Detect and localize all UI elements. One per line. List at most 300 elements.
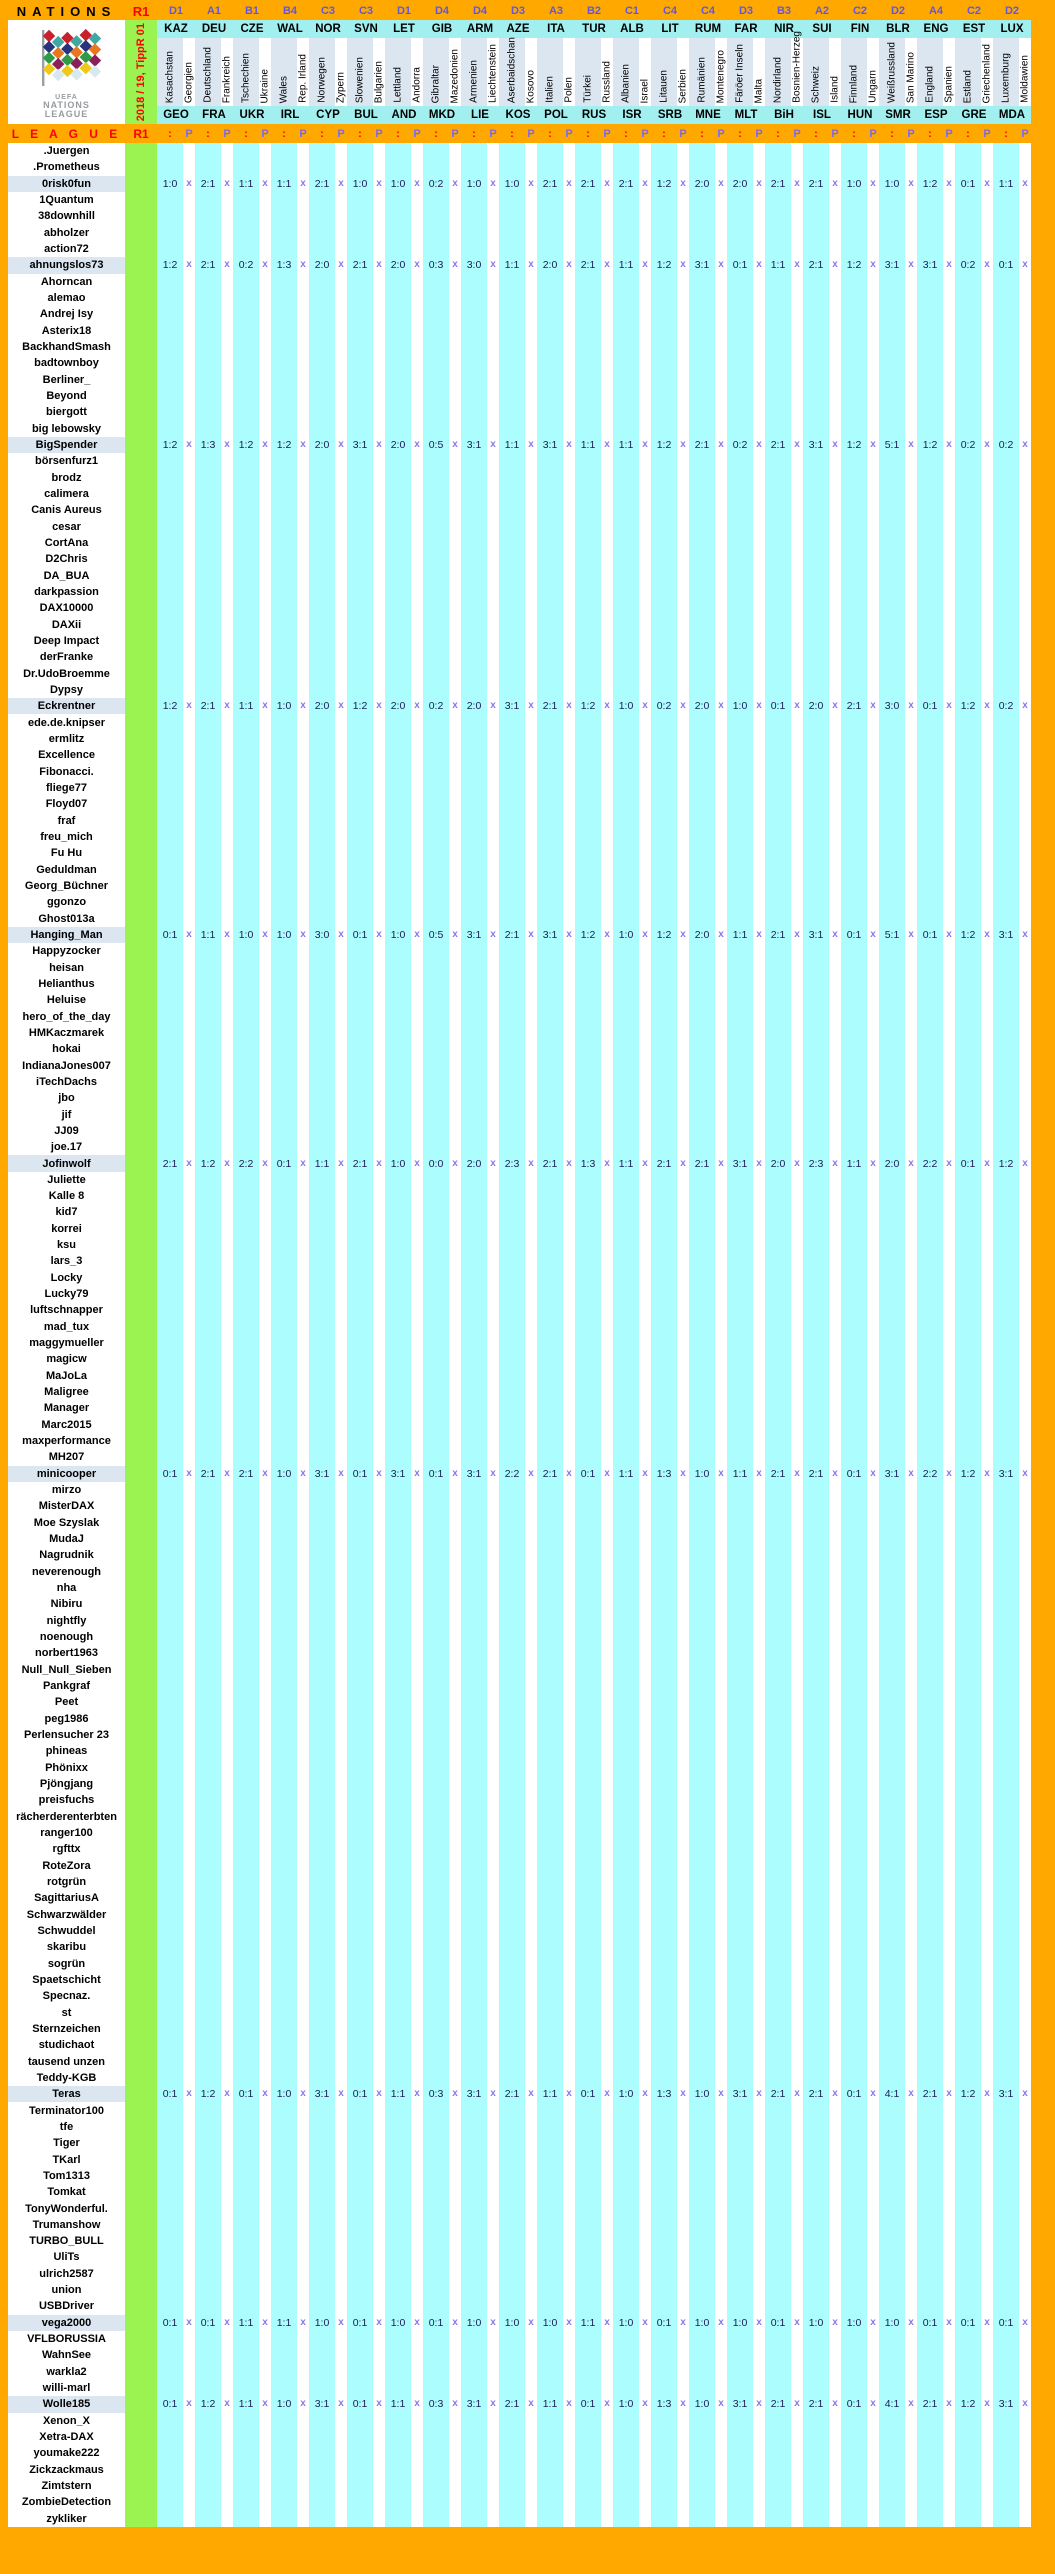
tip-cell [309, 1253, 335, 1269]
tip-cell [879, 1596, 905, 1612]
tip-cell: 2:1 [537, 176, 563, 192]
tip-cell [499, 992, 525, 1008]
tip-separator [677, 388, 689, 404]
tip-separator [373, 1074, 385, 1090]
tip-cell [651, 747, 677, 763]
tip-separator [829, 404, 841, 420]
tip-cell [157, 1531, 183, 1547]
tip-cell [461, 1711, 487, 1727]
tip-separator [221, 584, 233, 600]
tip-separator [639, 372, 651, 388]
tip-cell [385, 159, 411, 175]
tip-separator [525, 1694, 537, 1710]
tip-cell [841, 502, 867, 518]
tip-cell [575, 796, 601, 812]
tip-cell [575, 1123, 601, 1139]
tip-separator [221, 861, 233, 877]
tip-separator [525, 1743, 537, 1759]
tip-separator [373, 845, 385, 861]
tip-separator [1019, 1253, 1031, 1269]
tip-cell [537, 1662, 563, 1678]
tip-separator: x [449, 1155, 461, 1171]
home-team-code: LUX [993, 20, 1031, 38]
tip-cell [499, 372, 525, 388]
tip-separator [867, 1531, 879, 1547]
tip-separator [753, 208, 765, 224]
tip-separator [487, 159, 499, 175]
tip-separator: x [639, 698, 651, 714]
tip-cell [157, 1743, 183, 1759]
tip-separator [943, 894, 955, 910]
tip-separator [563, 812, 575, 828]
tip-cell [841, 1319, 867, 1335]
tip-separator [677, 323, 689, 339]
tip-cell [157, 1498, 183, 1514]
tip-cell [879, 829, 905, 845]
tip-separator [715, 943, 727, 959]
tip-cell [499, 1694, 525, 1710]
tip-separator [715, 714, 727, 730]
tip-separator [297, 323, 309, 339]
tip-separator [297, 159, 309, 175]
tip-cell [347, 519, 373, 535]
tip-cell [575, 714, 601, 730]
tip-cell [423, 372, 449, 388]
tip-separator [335, 1286, 347, 1302]
tip-cell [195, 208, 221, 224]
tip-cell [499, 1139, 525, 1155]
tip-cell [689, 1106, 715, 1122]
tip-cell [613, 192, 639, 208]
tip-separator [373, 568, 385, 584]
tip-cell [955, 372, 981, 388]
tip-separator [753, 747, 765, 763]
tip-cell [309, 682, 335, 698]
tip-cell [157, 1384, 183, 1400]
tip-separator [715, 1531, 727, 1547]
tip-separator [867, 159, 879, 175]
tip-cell [347, 796, 373, 812]
tip-separator [715, 1041, 727, 1057]
tip-separator [373, 290, 385, 306]
tip-separator [943, 339, 955, 355]
tip-cell [271, 1188, 297, 1204]
tip-cell [727, 1580, 753, 1596]
tip-cell [955, 1564, 981, 1580]
tip-separator [335, 845, 347, 861]
tip-cell [499, 1662, 525, 1678]
tip-separator [753, 1596, 765, 1612]
tip-cell [195, 943, 221, 959]
home-team-name: Deutschland [195, 38, 221, 106]
tip-separator [791, 208, 803, 224]
tip-cell [955, 323, 981, 339]
r1-cell [125, 1123, 157, 1139]
tip-cell [461, 1564, 487, 1580]
tip-cell [879, 1204, 905, 1220]
tip-separator [715, 633, 727, 649]
tip-cell [195, 1270, 221, 1286]
tip-separator [943, 649, 955, 665]
player-row [8, 1057, 1031, 1073]
tip-separator [943, 714, 955, 730]
tip-separator [449, 878, 461, 894]
group-code: A2 [803, 2, 841, 20]
tip-separator [563, 1123, 575, 1139]
tip-cell: 3:1 [803, 437, 829, 453]
tip-separator [487, 796, 499, 812]
tip-separator [715, 1025, 727, 1041]
tip-cell [575, 323, 601, 339]
tip-separator [791, 1123, 803, 1139]
tip-separator [563, 1727, 575, 1743]
tip-separator: x [905, 176, 917, 192]
tip-separator [639, 747, 651, 763]
tip-separator [259, 1564, 271, 1580]
tip-cell [955, 796, 981, 812]
tip-separator [981, 959, 993, 975]
tip-separator [677, 1204, 689, 1220]
group-code: B4 [271, 2, 309, 20]
tip-cell [765, 666, 791, 682]
tip-cell [157, 1645, 183, 1661]
tip-separator [525, 1449, 537, 1465]
tip-cell [765, 1025, 791, 1041]
tip-cell [879, 1188, 905, 1204]
tip-cell [727, 649, 753, 665]
tip-separator [867, 1302, 879, 1318]
tip-cell [195, 1580, 221, 1596]
tip-separator [411, 1286, 423, 1302]
tip-cell [765, 1564, 791, 1580]
tip-cell [385, 1041, 411, 1057]
tip-cell [993, 502, 1019, 518]
points-header: P [449, 124, 461, 143]
tip-cell [651, 1711, 677, 1727]
tip-cell [385, 568, 411, 584]
tip-cell [537, 551, 563, 567]
tip-separator [297, 1400, 309, 1416]
tip-separator [297, 747, 309, 763]
tip-separator [601, 1025, 613, 1041]
tip-cell [955, 143, 981, 159]
tip-separator [297, 568, 309, 584]
tip-cell [841, 666, 867, 682]
tip-cell [461, 861, 487, 877]
tip-separator [601, 1727, 613, 1743]
tip-cell [385, 829, 411, 845]
tip-cell [993, 1302, 1019, 1318]
tip-cell [271, 1057, 297, 1073]
tip-cell [841, 290, 867, 306]
tip-cell [955, 910, 981, 926]
tip-cell [157, 1237, 183, 1253]
tip-cell [347, 1711, 373, 1727]
tip-separator [753, 666, 765, 682]
tip-cell [423, 878, 449, 894]
tip-separator: x [259, 257, 271, 273]
player-name: freu_mich [8, 829, 125, 845]
tip-cell [575, 1139, 601, 1155]
tip-separator [715, 894, 727, 910]
tip-cell [271, 1727, 297, 1743]
tip-separator [373, 404, 385, 420]
tip-separator [715, 1515, 727, 1531]
tip-separator [411, 535, 423, 551]
tip-separator [221, 453, 233, 469]
away-team-code: KOS [499, 106, 537, 124]
tip-separator [487, 388, 499, 404]
tip-separator [677, 1694, 689, 1710]
tip-cell [157, 421, 183, 437]
tip-cell [271, 1106, 297, 1122]
tip-cell [803, 1335, 829, 1351]
tip-separator [791, 1253, 803, 1269]
away-team-name: Georgien [183, 38, 195, 106]
tip-separator [981, 1613, 993, 1629]
tip-separator [601, 1629, 613, 1645]
tip-separator [829, 1629, 841, 1645]
tip-cell: 2:1 [765, 1466, 791, 1482]
tip-cell [423, 1629, 449, 1645]
tip-cell [271, 486, 297, 502]
tip-cell [271, 519, 297, 535]
tip-cell [803, 1515, 829, 1531]
tip-separator [373, 714, 385, 730]
tip-cell: 1:0 [271, 1466, 297, 1482]
home-team-code: LIT [651, 20, 689, 38]
tip-separator [221, 1743, 233, 1759]
tip-separator [221, 208, 233, 224]
tip-separator: x [449, 176, 461, 192]
score-colon-header: : [575, 124, 601, 143]
tip-cell [613, 355, 639, 371]
tip-separator [373, 355, 385, 371]
tip-separator [1019, 388, 1031, 404]
tip-cell [195, 1678, 221, 1694]
tip-cell: 2:0 [309, 698, 335, 714]
tip-separator [943, 568, 955, 584]
tip-cell [651, 1335, 677, 1351]
tip-separator [183, 1270, 195, 1286]
tip-separator [373, 600, 385, 616]
tip-separator [373, 1008, 385, 1024]
tip-separator: x [525, 257, 537, 273]
tip-separator [943, 1417, 955, 1433]
tip-cell [993, 306, 1019, 322]
tip-separator [905, 323, 917, 339]
tip-separator [943, 388, 955, 404]
tip-cell [461, 1596, 487, 1612]
tip-separator [981, 878, 993, 894]
tip-separator [411, 241, 423, 257]
tip-separator [183, 355, 195, 371]
tip-cell [955, 1449, 981, 1465]
tip-cell [233, 470, 259, 486]
tip-separator [753, 1645, 765, 1661]
nations-league-flag-icon [28, 26, 106, 88]
tip-cell [955, 1270, 981, 1286]
tip-cell [537, 1319, 563, 1335]
tip-cell: 3:1 [917, 257, 943, 273]
tip-cell [689, 1384, 715, 1400]
tip-separator [601, 584, 613, 600]
tip-separator [563, 1613, 575, 1629]
tip-separator [867, 1711, 879, 1727]
tip-separator [1019, 274, 1031, 290]
tip-separator [449, 1253, 461, 1269]
tip-separator [715, 274, 727, 290]
player-name: Perlensucher 23 [8, 1727, 125, 1743]
tip-separator [753, 241, 765, 257]
tip-separator: x [221, 927, 233, 943]
tip-separator: x [487, 437, 499, 453]
tip-cell [461, 976, 487, 992]
points-header: P [297, 124, 309, 143]
tip-cell [271, 568, 297, 584]
tip-separator [677, 225, 689, 241]
tip-cell [879, 1090, 905, 1106]
tip-cell [271, 649, 297, 665]
tip-cell [765, 763, 791, 779]
player-row [8, 437, 1031, 453]
tip-separator [639, 1270, 651, 1286]
tip-separator [1019, 339, 1031, 355]
tip-cell: 2:2 [917, 1155, 943, 1171]
tip-cell [841, 1596, 867, 1612]
tip-cell [841, 617, 867, 633]
tip-cell [461, 1204, 487, 1220]
tip-cell: 2:0 [537, 257, 563, 273]
player-row [8, 1351, 1031, 1367]
tip-separator [677, 1580, 689, 1596]
tip-separator [905, 731, 917, 747]
tip-separator [259, 290, 271, 306]
tip-separator [639, 976, 651, 992]
tip-separator [487, 192, 499, 208]
tip-cell [765, 1694, 791, 1710]
tip-cell [689, 1090, 715, 1106]
tip-cell [233, 192, 259, 208]
tip-separator [791, 551, 803, 567]
tip-separator [335, 1678, 347, 1694]
tip-separator [943, 519, 955, 535]
tip-cell [727, 225, 753, 241]
tip-separator: x [601, 1466, 613, 1482]
tip-separator [259, 1449, 271, 1465]
tip-separator [639, 1662, 651, 1678]
tip-cell [423, 894, 449, 910]
tip-separator [373, 470, 385, 486]
tip-separator [753, 780, 765, 796]
tip-separator [373, 1188, 385, 1204]
tip-cell [651, 1106, 677, 1122]
tip-cell [423, 1417, 449, 1433]
tip-cell [689, 274, 715, 290]
tip-cell [803, 1564, 829, 1580]
tip-cell [879, 1319, 905, 1335]
tip-cell [157, 861, 183, 877]
tip-separator [259, 1433, 271, 1449]
tip-cell [271, 339, 297, 355]
tip-cell [347, 617, 373, 633]
tip-separator [677, 878, 689, 894]
tip-separator [905, 1090, 917, 1106]
player-row [8, 714, 1031, 730]
tip-cell [461, 1057, 487, 1073]
tip-separator [601, 388, 613, 404]
tip-cell [955, 1123, 981, 1139]
tip-separator [943, 453, 955, 469]
tip-cell [879, 274, 905, 290]
tip-separator [563, 1041, 575, 1057]
tip-cell [765, 404, 791, 420]
player-row [8, 1286, 1031, 1302]
away-team-code: BUL [347, 106, 385, 124]
tip-separator [449, 519, 461, 535]
tip-cell [765, 747, 791, 763]
tip-cell [955, 502, 981, 518]
tip-cell [385, 551, 411, 567]
away-team-name: Frankreich [221, 38, 233, 106]
tip-cell [879, 861, 905, 877]
tip-separator [373, 453, 385, 469]
tip-separator [981, 649, 993, 665]
tip-cell [803, 763, 829, 779]
tip-cell [537, 1547, 563, 1563]
tip-cell [613, 1188, 639, 1204]
player-row [8, 780, 1031, 796]
tip-cell [651, 1662, 677, 1678]
tip-cell [955, 600, 981, 616]
tip-separator [259, 208, 271, 224]
tip-cell [575, 780, 601, 796]
tip-cell [499, 1547, 525, 1563]
tip-separator: x [715, 927, 727, 943]
tip-separator [563, 829, 575, 845]
tip-cell [309, 1482, 335, 1498]
tip-separator [411, 306, 423, 322]
tip-separator [1019, 1564, 1031, 1580]
tip-cell [955, 1547, 981, 1563]
r1-cell [125, 437, 157, 453]
tip-separator [487, 306, 499, 322]
tip-cell [879, 421, 905, 437]
tip-separator [449, 551, 461, 567]
tip-cell [309, 1368, 335, 1384]
tip-separator [905, 747, 917, 763]
tip-cell [385, 796, 411, 812]
tip-cell [309, 192, 335, 208]
tip-separator [221, 225, 233, 241]
tip-separator [183, 1629, 195, 1645]
player-name: 1Quantum [8, 192, 125, 208]
tip-cell [765, 1335, 791, 1351]
tip-separator [639, 241, 651, 257]
tip-cell [879, 1694, 905, 1710]
tip-cell [651, 617, 677, 633]
tip-cell [309, 355, 335, 371]
tip-separator [221, 1547, 233, 1563]
tip-cell [689, 535, 715, 551]
tip-separator [449, 1580, 461, 1596]
tip-separator [829, 1008, 841, 1024]
tip-cell [461, 486, 487, 502]
tip-separator [867, 763, 879, 779]
tip-separator [981, 1139, 993, 1155]
tip-cell [537, 731, 563, 747]
tip-cell [727, 421, 753, 437]
